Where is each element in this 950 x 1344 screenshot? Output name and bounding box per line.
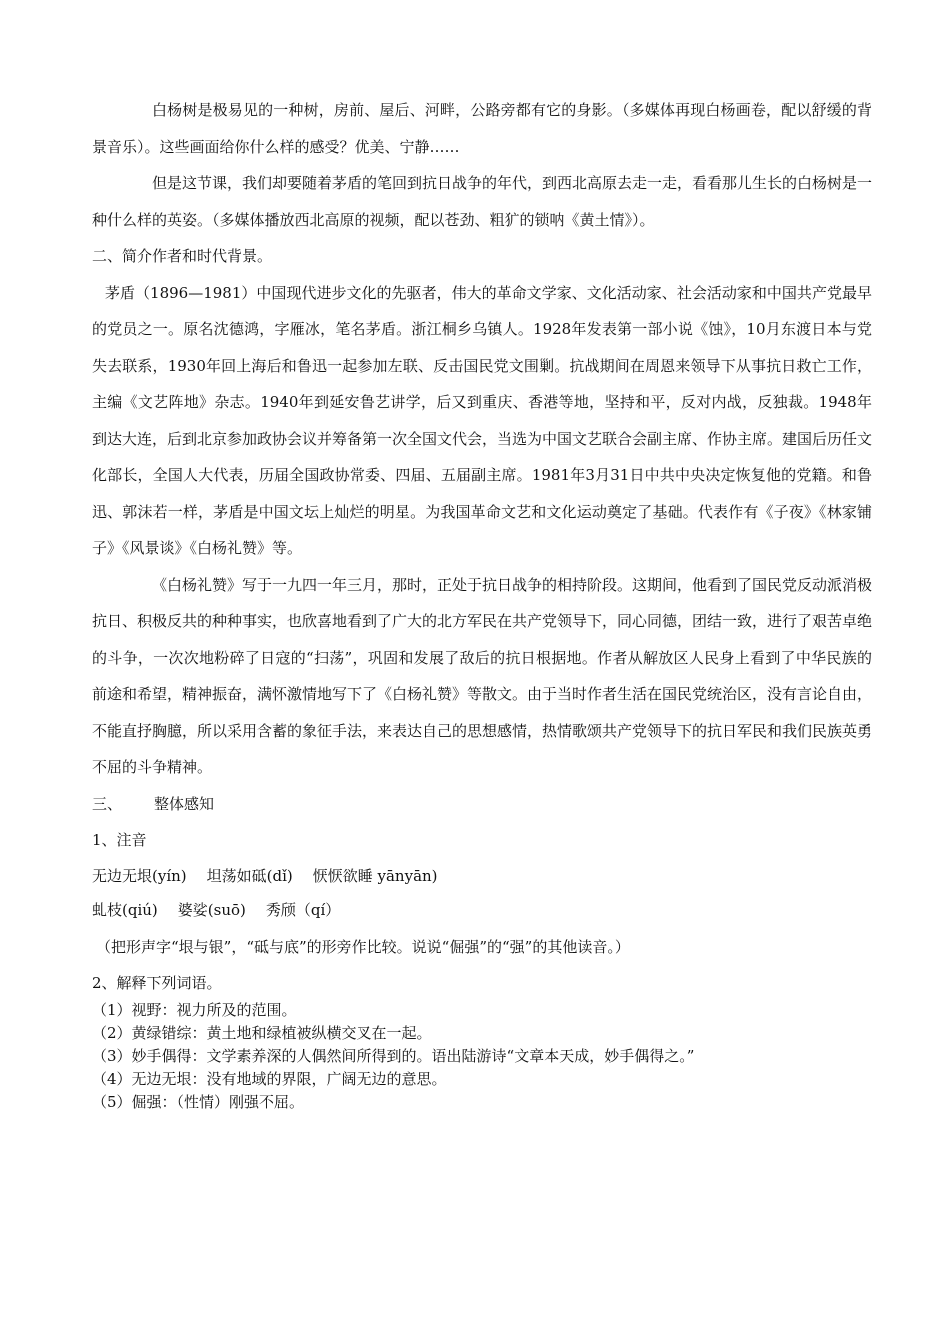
pinyin-item: 虬枝(qiú) [92, 900, 158, 919]
subsection-pronunciation: 1、注音 [92, 831, 147, 849]
subsection-definitions: 2、解释下列词语。 [92, 973, 222, 992]
comparison-note: （把形声字“垠与银”，“砥与底”的形旁作比较。说说“倔强”的“强”的其他读音。） [96, 937, 630, 956]
background-paragraph: 但是这节课，我们却要随着茅盾的笔回到抗日战争的年代，到西北高原去走一走，看看那儿生长的白杨树是一种什么样的英姿。（多媒体播放西北高原的视频，配以苍劲、粗犷的锁呐《黄土情》）。 [92, 174, 873, 229]
author-bio-paragraph: 茅盾（1896—1981）中国现代进步文化的先驱者，伟大的革命文学家、文化活动家、社会活动家和中国共产党最早的党员之一。原名沈德鸿，字雁冰，笔名茅盾。浙江桐乡乌镇人。1928年发表第一部小说《蚀》，10月东渡日本与党失去联系，1930年回上海后和鲁迅一起参加左联、反击国民党文围剿。抗战期间在周恩来领导下从事抗日救亡工作，主编《文艺阵地》杂志。1940年到延安鲁艺讲学，后又到重庆、香港等地，坚持和平，反对内战，反独裁。1948年到达大连，后到北京参加政协会议并筹备第一次全国文代会，当选为中国文艺联合会副主席、作协主席。建国后历任文化部长，全国人大代表，历届全国政协常委、四届、五届副主席。1981年3月31日中共中央决定恢复他的党籍。和鲁迅、郭沫若一样，茅盾是中国文坛上灿烂的明星。为我国革命文艺和文化运动奠定了基础。代表作有《子夜》《林家铺子》《风景谈》《白杨礼赞》等。 [92, 283, 873, 557]
definition-item: （5）倔强：（性情）刚强不屈。 [92, 1092, 305, 1111]
pinyin-item: 无边无垠(yín) [92, 866, 187, 885]
document-page [92, 92, 872, 1114]
section-number: 三、 [92, 794, 123, 813]
definition-item: （2）黄绿错综：黄土地和绿植被纵横交叉在一起。 [92, 1023, 432, 1042]
section-heading-author: 二、简介作者和时代背景。 [92, 247, 273, 265]
definition-item: （3）妙手偶得：文学素养深的人偶然间所得到的。语出陆游诗“文章本天成，妙手偶得之。” [92, 1046, 695, 1065]
historical-context-paragraph: 《白杨礼赞》写于一九四一年三月，那时，正处于抗日战争的相持阶段。这期间，他看到了国民党反动派消极抗日、积极反共的种种事实，也欣喜地看到了广大的北方军民在共产党领导下，同心同德，团结一致，进行了艰苦卓绝的斗争，一次次地粉碎了日寇的“扫荡”，巩固和发展了敌后的抗日根据地。作者从解放区人民身上看到了中华民族的前途和希望，精神振奋，满怀激情地写下了《白杨礼赞》等散文。由于当时作者生活在国民党统治区，没有言论自由，不能直抒胸臆，所以采用含蓄的象征手法，来表达自己的思想感情，热情歌颂共产党领导下的抗日军民和我们民族英勇不屈的斗争精神。 [92, 575, 873, 776]
pinyin-item: 秀颀（qí） [265, 900, 341, 919]
pinyin-item: 恹恹欲睡 yānyān) [312, 866, 438, 885]
section-heading-overview [92, 786, 872, 823]
pinyin-item: 坦荡如砥(dǐ) [206, 866, 293, 885]
intro-paragraph: 白杨树是极易见的一种树，房前、屋后、河畔，公路旁都有它的身影。（多媒体再现白杨画卷，配以舒缓的背景音乐）。这些画面给你什么样的感受？优美、宁静…… [92, 101, 872, 156]
pinyin-item: 婆娑(suō) [177, 900, 246, 919]
pinyin-line-2 [92, 893, 872, 927]
definition-item: （1）视野：视力所及的范围。 [92, 1000, 297, 1019]
pinyin-line-1 [92, 859, 872, 893]
definition-item: （4）无边无垠：没有地域的界限，广阔无边的意思。 [92, 1069, 447, 1088]
section-title: 整体感知 [154, 794, 215, 813]
